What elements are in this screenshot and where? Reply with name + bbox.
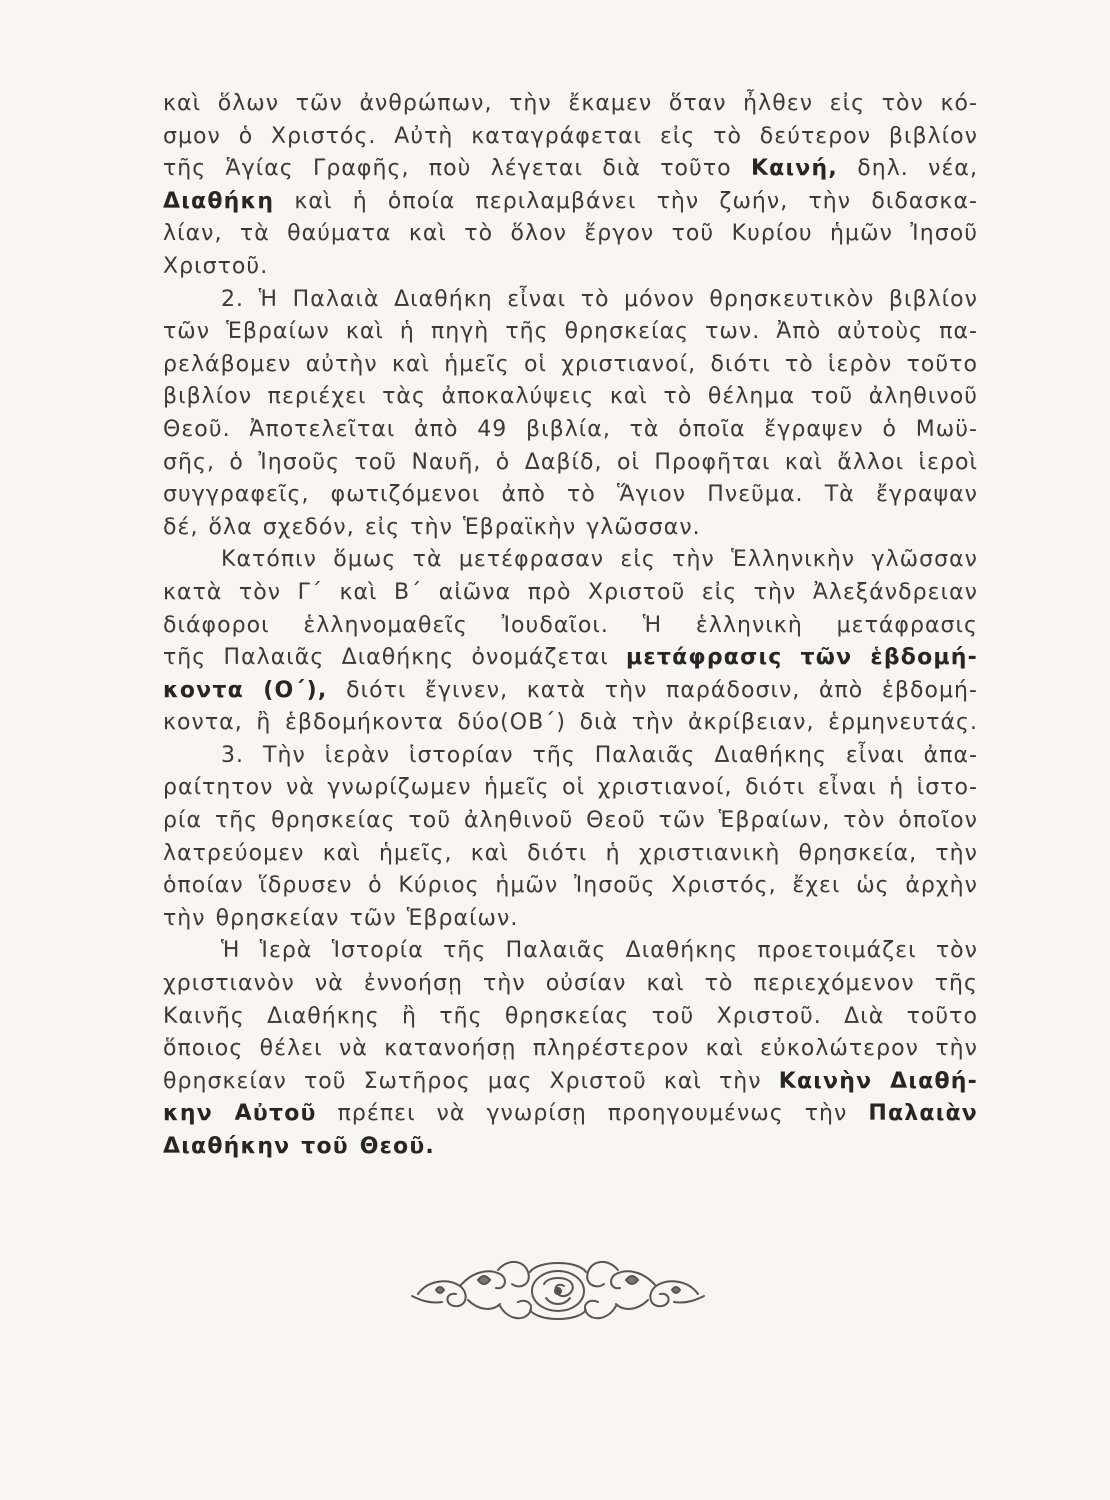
text-segment: κοντα, ἢ ἑβδομήκοντα δύο(ΟΒ´) διὰ τὴν ἀκρίβειαν, ἑρμηνευτάς.	[163, 710, 978, 736]
emphasized-text: κην Αὐτοῦ	[163, 1101, 317, 1127]
text-line	[163, 838, 978, 871]
text-line	[163, 772, 978, 805]
text-line	[163, 675, 978, 708]
text-segment: σῆς, ὁ Ἰησοῦς τοῦ Ναυῆ, ὁ Δαβίδ, οἱ Προφῆται καὶ ἄλλοι ἱεροὶ	[163, 449, 978, 475]
text-segment: ρία τῆς θρησκείας τοῦ ἀληθινοῦ Θεοῦ τῶν Ἑβραίων, τὸν ὁποῖον	[163, 808, 978, 834]
text-segment: Θεοῦ. Ἀποτελεῖται ἀπὸ 49 βιβλία, τὰ ὁποῖα ἔγραψεν ὁ Μωϋ-	[163, 416, 978, 442]
text-segment: τῆς Ἁγίας Γραφῆς, ποὺ λέγεται διὰ τοῦτο	[163, 156, 751, 182]
text-line	[163, 903, 978, 936]
text-segment: Κατόπιν ὅμως τὰ μετέφρασαν εἰς τὴν Ἑλληνικὴν γλῶσσαν	[221, 547, 978, 573]
text-line	[163, 1131, 978, 1164]
text-segment: καὶ ὅλων τῶν ἀνθρώπων, τὴν ἔκαμεν ὅταν ἦλθεν εἰς τὸν κό-	[163, 91, 978, 116]
text-segment: διότι ἔγινεν, κατὰ τὴν παράδοσιν, ἀπὸ ἑβδομή-	[327, 677, 978, 703]
text-segment: τῶν Ἑβραίων καὶ ἡ πηγὴ τῆς θρησκείας των. Ἀπὸ αὐτοὺς πα-	[163, 319, 978, 345]
text-segment: δέ, ὅλα σχεδόν, εἰς τὴν Ἑβραϊκὴν γλῶσσαν.	[163, 514, 701, 540]
text-line	[163, 447, 978, 480]
text-line	[163, 381, 978, 414]
text-line	[163, 935, 978, 968]
text-segment: Χριστοῦ.	[163, 253, 269, 279]
text-segment: 3. Τὴν ἱερὰν ἱστορίαν τῆς Παλαιᾶς Διαθήκης εἶναι ἀπα-	[221, 742, 978, 768]
emphasized-text: κοντα (Ο´),	[163, 677, 328, 703]
text-line	[163, 805, 978, 838]
text-segment: θρησκείαν τοῦ Σωτῆρος μας Χριστοῦ καὶ τὴν	[163, 1068, 779, 1094]
emphasized-text: Καινὴν Διαθή-	[778, 1068, 978, 1094]
text-line	[163, 414, 978, 447]
text-segment: πρέπει νὰ γνωρίσῃ προηγουμένως τὴν	[316, 1101, 869, 1127]
text-segment: σμον ὁ Χριστός. Αὐτὴ καταγράφεται εἰς τὸ δεύτερον βιβλίον	[163, 123, 978, 149]
text-segment: ραίτητον νὰ γνωρίζωμεν ἡμεῖς οἱ χριστιανοί, διότι εἶναι ἡ ἱστο-	[163, 775, 978, 801]
text-segment: δηλ. νέα,	[837, 156, 979, 182]
text-line	[163, 707, 978, 740]
text-line	[163, 251, 978, 284]
text-segment: κατὰ τὸν Γ´ καὶ Β´ αἰῶνα πρὸ Χριστοῦ εἰς τὴν Ἀλεξάνδρειαν	[163, 579, 978, 605]
emphasized-text: μετάφρασις τῶν ἑβδομή-	[626, 645, 979, 671]
text-segment: τὴν θρησκείαν τῶν Ἑβραίων.	[163, 905, 519, 931]
emphasized-text: Καινή,	[750, 156, 838, 182]
text-segment: 2. Ἡ Παλαιὰ Διαθήκη εἶναι τὸ μόνον θρησκευτικὸν βιβλίον	[221, 286, 978, 312]
text-line	[163, 870, 978, 903]
text-segment: λίαν, τὰ θαύματα καὶ τὸ ὅλον ἔργον τοῦ Κυρίου ἡμῶν Ἰησοῦ	[163, 221, 978, 247]
floral-ornament-icon	[408, 1250, 708, 1330]
text-line	[163, 153, 978, 186]
emphasized-text: Παλαιὰν	[868, 1101, 978, 1127]
emphasized-text: Διαθήκην τοῦ Θεοῦ.	[163, 1134, 435, 1159]
text-line	[163, 577, 978, 610]
text-line	[163, 479, 978, 512]
text-line	[163, 186, 978, 219]
text-line	[163, 284, 978, 317]
text-line	[163, 316, 978, 349]
text-segment: ρελάβομεν αὐτὴν καὶ ἡμεῖς οἱ χριστιανοί, διότι τὸ ἱερὸν τοῦτο	[163, 351, 978, 377]
text-segment: βιβλίον περιέχει τὰς ἀποκαλύψεις καὶ τὸ θέλημα τοῦ ἀληθινοῦ	[163, 384, 978, 410]
text-line	[163, 544, 978, 577]
text-line	[163, 512, 978, 545]
text-line	[163, 740, 978, 773]
text-line	[163, 1066, 978, 1099]
text-segment: ὁποίαν ἵδρυσεν ὁ Κύριος ἡμῶν Ἰησοῦς Χριστός, ἔχει ὡς ἀρχὴν	[163, 873, 978, 899]
text-segment: Ἡ Ἱερὰ Ἱστορία τῆς Παλαιᾶς Διαθήκης προετοιμάζει τὸν	[221, 938, 978, 964]
text-line	[163, 968, 978, 1001]
text-line	[163, 610, 978, 643]
text-line	[163, 1001, 978, 1034]
text-segment: χριστιανὸν νὰ ἐννοήσῃ τὴν οὐσίαν καὶ τὸ περιεχόμενον τῆς	[163, 971, 978, 997]
text-line	[163, 1098, 978, 1131]
text-line	[163, 121, 978, 154]
text-line	[163, 1033, 978, 1066]
text-segment: Καινῆς Διαθήκης ἢ τῆς θρησκείας τοῦ Χριστοῦ. Διὰ τοῦτο	[163, 1003, 978, 1029]
text-segment: ὅποιος θέλει νὰ κατανοήσῃ πληρέστερον καὶ εὐκολώτερον τὴν	[163, 1036, 978, 1062]
text-segment: καὶ ἡ ὁποία περιλαμβάνει τὴν ζωήν, τὴν διδασκα-	[274, 188, 978, 214]
text-segment: διάφοροι ἑλληνομαθεῖς Ἰουδαῖοι. Ἡ ἑλληνικὴ μετάφρασις	[163, 612, 978, 638]
text-segment: τῆς Παλαιᾶς Διαθήκης ὀνομάζεται	[163, 645, 627, 671]
text-segment: λατρεύομεν καὶ ἡμεῖς, καὶ διότι ἡ χριστιανικὴ θρησκεία, τὴν	[163, 840, 978, 866]
text-line	[163, 218, 978, 251]
body-text	[163, 88, 978, 1164]
text-line	[163, 642, 978, 675]
text-segment: συγγραφεῖς, φωτιζόμενοι ἀπὸ τὸ Ἅγιον Πνεῦμα. Τὰ ἔγραψαν	[163, 482, 978, 508]
text-line	[163, 88, 978, 121]
emphasized-text: Διαθήκη	[163, 188, 275, 214]
text-line	[163, 349, 978, 382]
